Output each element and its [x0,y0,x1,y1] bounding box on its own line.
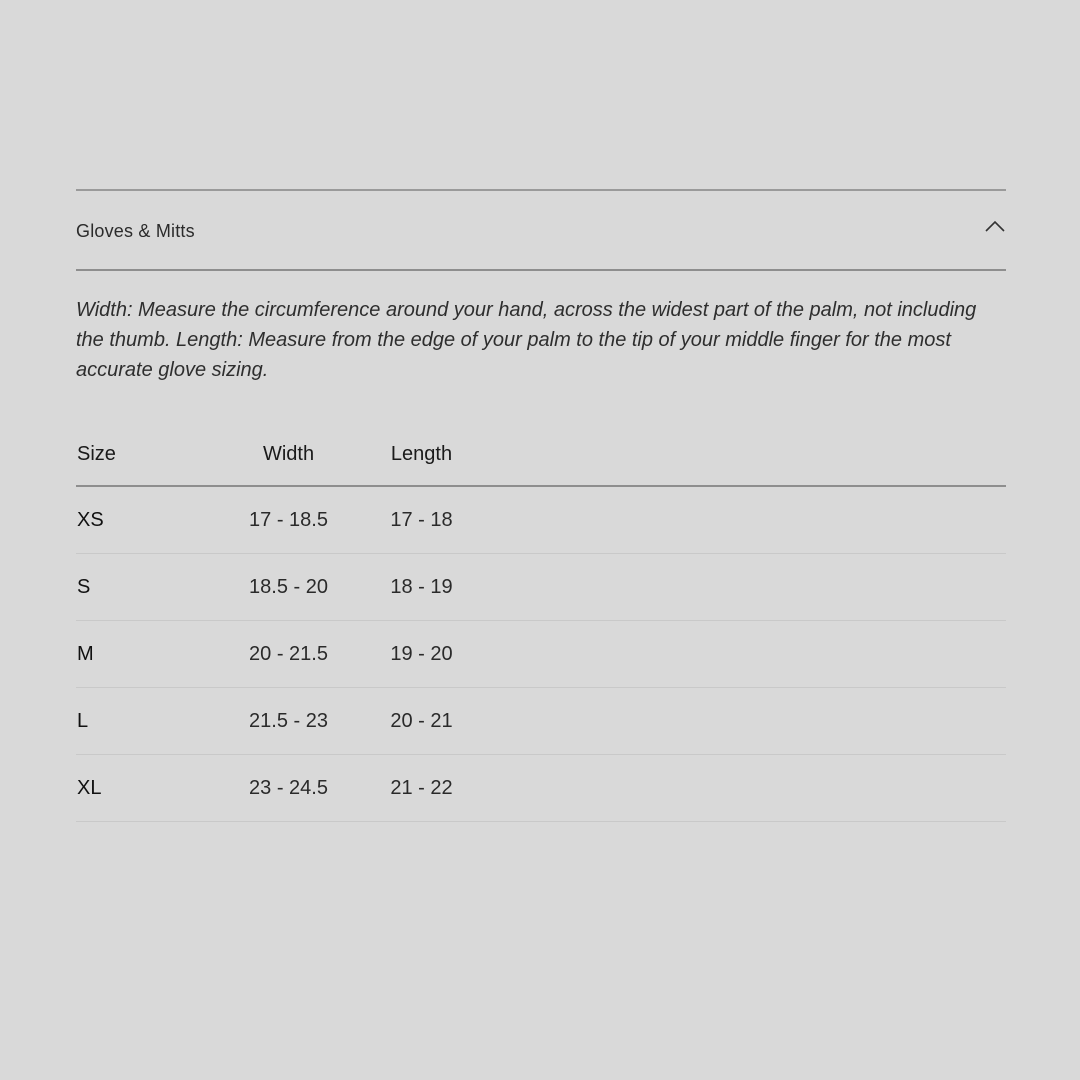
table-row [76,621,1006,688]
accordion-header[interactable] [76,189,1006,271]
spacer-cell [488,621,1006,688]
table-header-row [76,423,1006,486]
width-cell: 20 - 21.5 [222,621,355,688]
spacer-cell [488,688,1006,755]
table-row [76,688,1006,755]
size-cell: L [76,688,222,755]
size-cell: XS [76,486,222,554]
length-cell: 20 - 21 [355,688,488,755]
spacer-cell [488,554,1006,621]
column-header-length: Length [355,423,488,486]
spacer-cell [488,486,1006,554]
table-row [76,755,1006,822]
width-cell: 23 - 24.5 [222,755,355,822]
width-cell: 21.5 - 23 [222,688,355,755]
length-cell: 21 - 22 [355,755,488,822]
width-cell: 18.5 - 20 [222,554,355,621]
table-row [76,486,1006,554]
width-cell: 17 - 18.5 [222,486,355,554]
column-header-spacer [488,423,1006,486]
measurement-instructions: Width: Measure the circumference around your hand, across the widest part of the palm, not including the thumb. Length: Measure from the edge of your palm to the tip of your middle finger for the most accurate glove sizing. [76,299,977,381]
size-cell: M [76,621,222,688]
column-header-width: Width [222,423,355,486]
length-cell: 17 - 18 [355,486,488,554]
size-cell: XL [76,755,222,822]
table-row [76,554,1006,621]
size-cell: S [76,554,222,621]
size-guide-accordion [76,189,1006,822]
spacer-cell [488,755,1006,822]
size-chart-table [76,423,1006,822]
length-cell: 19 - 20 [355,621,488,688]
chevron-up-icon[interactable] [984,219,1006,233]
length-cell: 18 - 19 [355,554,488,621]
column-header-size: Size [76,423,222,486]
accordion-title: Gloves & Mitts [76,221,195,241]
